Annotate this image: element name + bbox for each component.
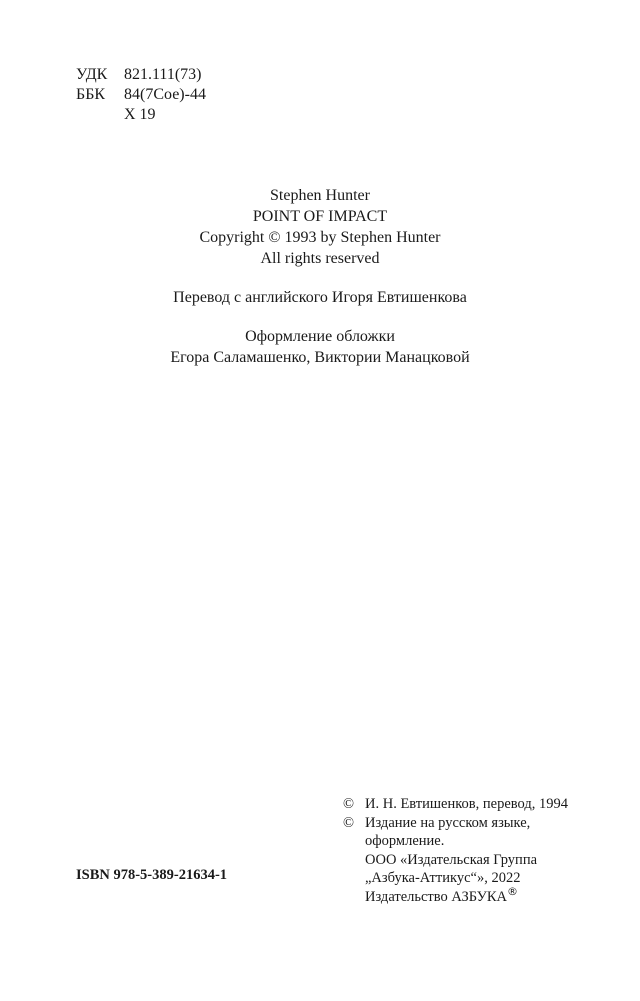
- bbk-value: 84(7Сое)-44: [124, 86, 206, 103]
- translation-copyright: И. Н. Евтишенков, перевод, 1994: [365, 796, 568, 812]
- rights-entry-translation: [343, 795, 568, 814]
- author-mark-row: [76, 105, 206, 125]
- translator-line: Перевод с английского Игоря Евтишенкова: [173, 289, 467, 306]
- cover-designers: Егора Саламашенко, Виктории Манацковой: [170, 349, 470, 366]
- copyright-symbol: ©: [343, 814, 355, 831]
- edition-copyright-line5: [365, 884, 518, 907]
- original-credits: [0, 185, 640, 269]
- author-mark: Х 19: [124, 106, 156, 123]
- bbk-label: ББК: [76, 86, 106, 103]
- translation-credit: [0, 287, 640, 308]
- udk-value: 821.111(73): [124, 66, 202, 83]
- udk-row: [76, 65, 206, 85]
- registered-mark: ®: [507, 884, 518, 898]
- rights-reserved: All rights reserved: [260, 250, 380, 267]
- original-copyright: Copyright © 1993 by Stephen Hunter: [199, 229, 441, 246]
- original-title: POINT OF IMPACT: [252, 208, 388, 225]
- edition-copyright-line1: Издание на русском языке,: [365, 814, 531, 831]
- copyright-symbol: ©: [343, 796, 355, 812]
- cover-design-label: Оформление обложки: [245, 328, 395, 345]
- edition-copyright-line3: ООО «Издательская Группа: [365, 851, 538, 868]
- rights-entry-edition: [343, 814, 568, 833]
- edition-copyright-line2: оформление.: [365, 833, 445, 849]
- udk-label: УДК: [76, 66, 108, 83]
- original-author: Stephen Hunter: [270, 187, 370, 204]
- catalog-index-block: [76, 65, 206, 125]
- publisher-name: Издательство АЗБУКА: [365, 888, 507, 905]
- rights-block: [343, 795, 568, 906]
- bbk-row: [76, 85, 206, 105]
- edition-copyright-line4: „Азбука-Аттикус“», 2022: [365, 870, 521, 886]
- cover-credit: [0, 326, 640, 368]
- isbn-number: ISBN 978-5-389-21634-1: [76, 867, 228, 883]
